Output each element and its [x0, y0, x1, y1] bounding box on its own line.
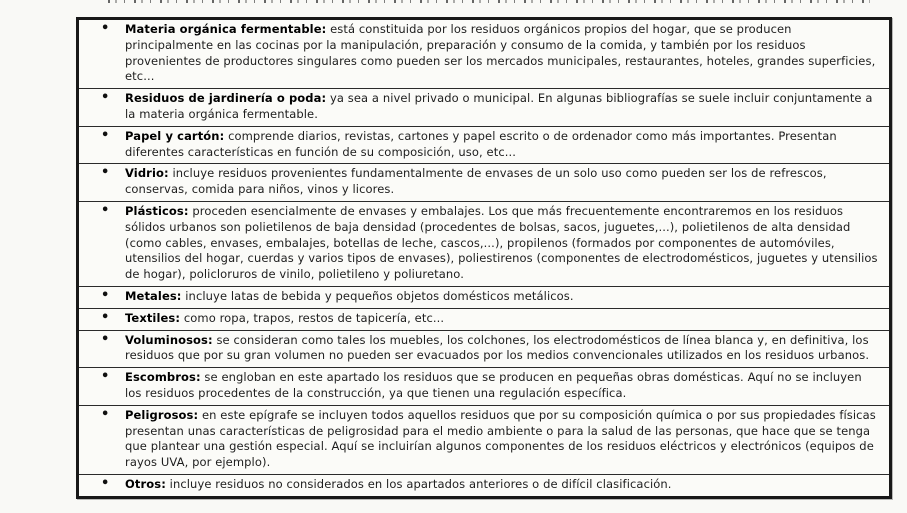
- bullet-icon: •: [101, 165, 110, 181]
- list-item: [79, 367, 889, 405]
- item-term: Voluminosos:: [125, 332, 213, 347]
- cropped-title-remnant: [108, 0, 870, 3]
- item-term: Metales:: [125, 288, 182, 303]
- item-term: Textiles:: [125, 310, 181, 325]
- item-description: como ropa, trapos, restos de tapicería, etc...: [183, 310, 445, 325]
- bullet-icon: •: [101, 369, 110, 385]
- item-term: Materia orgánica fermentable:: [125, 22, 327, 36]
- item-description: está constituida por los residuos orgánicos propios del hogar, que se producen principalmente en las cocinas por la manipulación, preparación y consumo de la comida, y también por los residuos provenientes de productores singulares como pueden ser los mercados municipales, restaurantes, hoteles, grandes superficies, etc...: [125, 22, 876, 84]
- item-term: Otros:: [125, 476, 166, 491]
- list-item: [79, 330, 889, 368]
- bullet-icon: •: [101, 406, 110, 422]
- item-description: comprende diarios, revistas, cartones y papel escrito o de ordenador como más importantes. Presentan diferentes características en función de su composición, uso, etc...: [125, 128, 837, 159]
- item-description: se consideran como tales los muebles, los colchones, los electrodomésticos de línea blanca y, en definitiva, los residuos que por su gran volumen no pueden ser evacuados por los medios convencionales utilizados en los residuos urbanos.: [125, 332, 870, 363]
- list-item: [79, 163, 889, 201]
- item-term: Vidrio:: [125, 166, 169, 181]
- bullet-icon: •: [101, 202, 110, 218]
- list-item: [79, 474, 889, 496]
- item-description: incluye latas de bebida y pequeños objetos domésticos metálicos.: [185, 288, 574, 303]
- item-description: incluye residuos no considerados en los apartados anteriores o de difícil clasificación.: [169, 476, 672, 491]
- list-item: [79, 405, 889, 474]
- item-term: Escombros:: [125, 370, 201, 385]
- bullet-icon: •: [101, 331, 110, 347]
- item-description: proceden esencialmente de envases y embalajes. Los que más frecuentemente encontraremos en los residuos sólidos urbanos son polietilenos de baja densidad (procedentes de bolsas, sacos, juguetes,...), polietilenos de alta densidad (como cables, envases, embalajes, botellas de leche, cascos,...), propilenos (formados por componentes de automóviles, utensilios del hogar, cuerdas y varios tipos de envases), poliestirenos (componentes de electrodomésticos, juguetes y utensilios de hogar), policloruros de vinilo, polietileno y poliuretano.: [125, 203, 878, 282]
- list-item: [79, 201, 889, 286]
- item-term: Plásticos:: [125, 203, 189, 218]
- item-description: incluye residuos provenientes fundamentalmente de envases de un solo uso como pueden ser los de refrescos, conservas, comida para niños, vinos y licores.: [125, 166, 827, 197]
- list-item: [79, 308, 889, 330]
- bullet-icon: •: [101, 309, 110, 325]
- list-item: [79, 126, 889, 164]
- bullet-icon: •: [101, 127, 110, 143]
- item-description: ya sea a nivel privado o municipal. En algunas bibliografías se suele incluir conjuntamente a la materia orgánica fermentable.: [125, 91, 873, 121]
- item-description: se engloban en este apartado los residuos que se producen en pequeñas obras domésticas. Aquí no se incluyen los residuos procedentes de la construcción, ya que tienen una regulación específica.: [125, 370, 862, 400]
- list-item: [79, 88, 889, 126]
- item-term: Residuos de jardinería o poda:: [125, 91, 327, 106]
- list-item: [79, 286, 889, 308]
- bullet-icon: •: [101, 475, 110, 491]
- item-term: Peligrosos:: [125, 407, 199, 422]
- bullet-icon: •: [101, 21, 110, 36]
- item-term: Papel y cartón:: [125, 128, 225, 143]
- bullet-icon: •: [101, 90, 110, 106]
- bullet-icon: •: [101, 287, 110, 303]
- item-description: en este epígrafe se incluyen todos aquellos residuos que por su composición química o por sus propiedades físicas presentan unas características de peligrosidad para el medio ambiente o para la salud de las personas, que hace que se tenga que plantear una gestión especial. Aquí se incluirían algunos componentes de los residuos eléctricos y electrónicos (equipos de rayos UVA, por ejemplo).: [125, 407, 876, 470]
- waste-categories-table: [76, 17, 892, 499]
- list-item: [79, 20, 889, 88]
